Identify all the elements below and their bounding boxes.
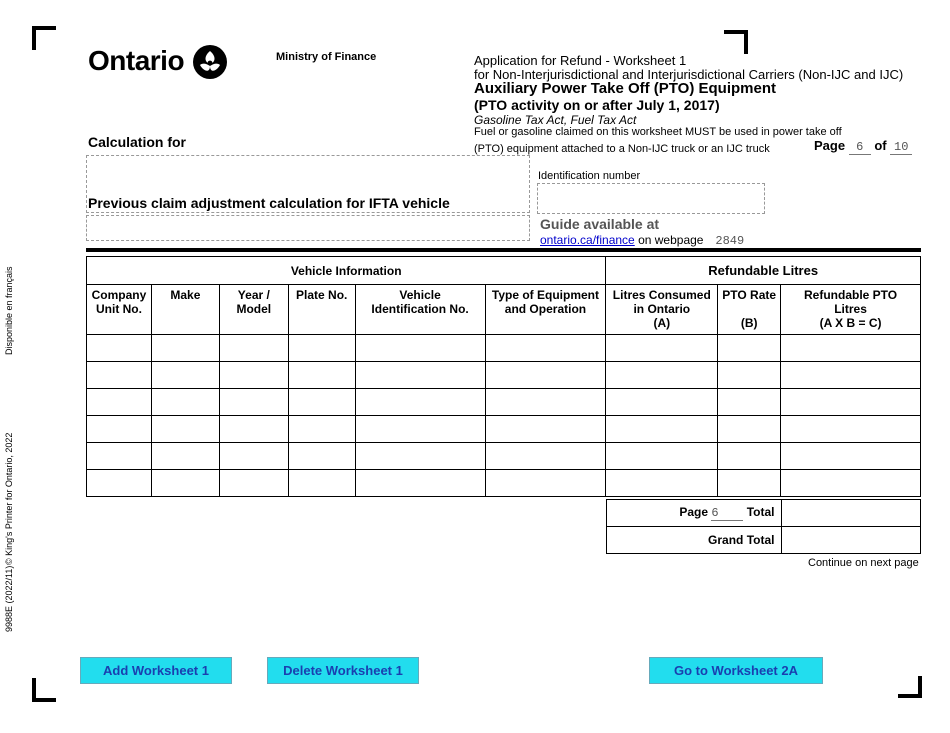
page-label: Page xyxy=(814,138,846,153)
col-year-model: Year / Model xyxy=(219,285,288,335)
page-total-page-number: 6 xyxy=(711,506,743,521)
vehicle-table xyxy=(86,256,921,497)
column-header-row xyxy=(87,285,921,335)
previous-claim-field[interactable] xyxy=(86,215,530,241)
col-plate-no: Plate No. xyxy=(288,285,355,335)
total-pages-field[interactable]: 10 xyxy=(890,140,912,155)
header-title: Auxiliary Power Take Off (PTO) Equipment xyxy=(474,80,776,97)
header-line1: Application for Refund - Worksheet 1 xyxy=(474,53,687,68)
ministry-name: Ministry of Finance xyxy=(276,51,377,63)
totals-table xyxy=(606,499,921,554)
table-row xyxy=(87,389,921,416)
crop-mark-top-left xyxy=(32,26,56,30)
ontario-logo: Ontario xyxy=(88,45,185,76)
refundable-litres-header: Refundable Litres xyxy=(606,257,921,285)
side-text-dispo: Disponible en français xyxy=(4,266,14,355)
guide-line xyxy=(540,233,747,249)
grand-total-label: Grand Total xyxy=(607,527,782,554)
header-acts: Gasoline Tax Act, Fuel Tax Act xyxy=(474,113,637,127)
delete-worksheet-button[interactable]: Delete Worksheet 1 xyxy=(267,657,419,684)
previous-claim-label: Previous claim adjustment calculation for IFTA vehicle xyxy=(88,195,450,211)
page-total-label-cell xyxy=(607,500,782,527)
trillium-icon xyxy=(192,44,228,80)
col-company-unit: Company Unit No. xyxy=(87,285,152,335)
guide-label: Guide available at xyxy=(540,216,660,232)
identification-label: Identification number xyxy=(538,170,641,182)
webpage-number: 2849 xyxy=(713,234,747,249)
header-note2: (PTO) equipment attached to a Non-IJC truck or an IJC truck xyxy=(474,143,770,155)
col-refundable-pto: Refundable PTO Litres (A X B = C) xyxy=(781,285,921,335)
page-total-total-label: Total xyxy=(746,505,775,519)
continue-text: Continue on next page xyxy=(808,557,919,569)
page-total-value[interactable] xyxy=(781,500,921,527)
page-indicator xyxy=(814,138,912,155)
guide-link[interactable]: ontario.ca/finance xyxy=(540,233,635,247)
header-line2: for Non-Interjurisdictional and Interjurisdictional Carriers (Non-IJC and IJC) xyxy=(474,67,904,82)
section-divider xyxy=(86,248,921,252)
crop-mark-top-right xyxy=(744,30,748,54)
table-row xyxy=(87,416,921,443)
go-to-worksheet-2a-button[interactable]: Go to Worksheet 2A xyxy=(649,657,823,684)
calculation-for-label: Calculation for xyxy=(88,134,187,150)
crop-mark-bottom-right xyxy=(898,694,922,698)
side-text-form-id: 9988E (2022/11) xyxy=(4,565,14,632)
col-vin: Vehicle Identification No. xyxy=(355,285,485,335)
col-pto-rate: PTO Rate (B) xyxy=(718,285,781,335)
page-total-page-label: Page xyxy=(679,505,709,519)
header-subtitle: (PTO activity on or after July 1, 2017) xyxy=(474,97,720,113)
vehicle-info-header: Vehicle Information xyxy=(87,257,606,285)
col-make: Make xyxy=(151,285,219,335)
table-row xyxy=(87,470,921,497)
header-note1: Fuel or gasoline claimed on this worksheet MUST be used in power take off xyxy=(474,126,842,138)
page-number-field[interactable]: 6 xyxy=(849,140,871,155)
grand-total-value[interactable] xyxy=(781,527,921,554)
crop-mark-bottom-left xyxy=(32,698,56,702)
identification-field[interactable] xyxy=(537,183,765,214)
col-litres-consumed: Litres Consumed in Ontario (A) xyxy=(606,285,718,335)
side-text-copyright: © King's Printer for Ontario, 2022 xyxy=(4,432,14,565)
col-equipment-type: Type of Equipment and Operation xyxy=(485,285,606,335)
table-row xyxy=(87,362,921,389)
of-label: of xyxy=(874,138,887,153)
table-row xyxy=(87,443,921,470)
table-row xyxy=(87,335,921,362)
add-worksheet-button[interactable]: Add Worksheet 1 xyxy=(80,657,232,684)
webpage-label: on webpage xyxy=(638,233,704,247)
